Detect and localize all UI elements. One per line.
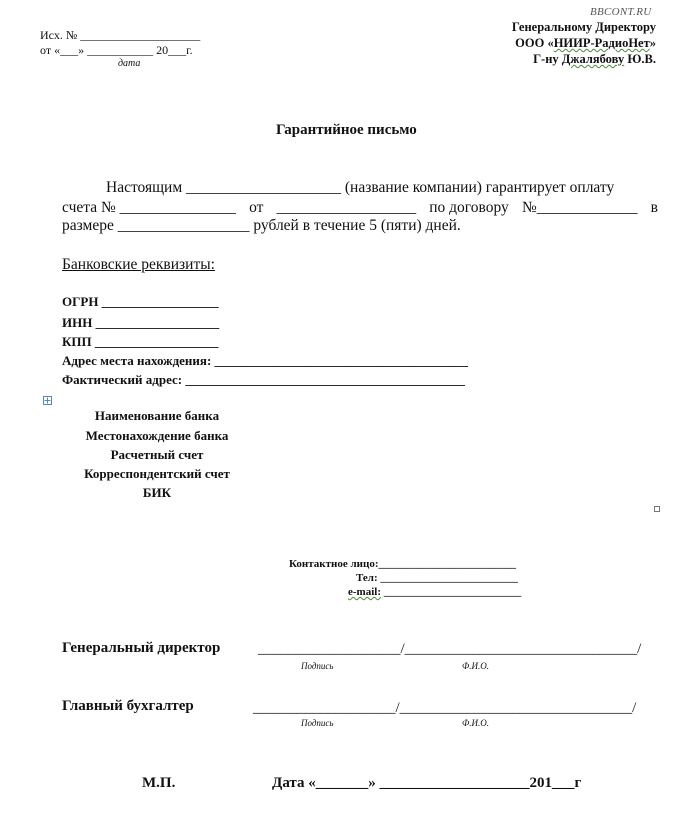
director-name-caption: Ф.И.О. (462, 661, 489, 671)
footer-date-line: Дата «_______» ____________________201___г (272, 775, 582, 791)
accountant-signature-caption: Подпись (301, 718, 334, 728)
contact-phone-row: Тел: _________________________ (356, 572, 518, 584)
requisite-legal-address: Адрес места нахождения: _______________________________________ (62, 353, 469, 368)
body-line-2: счета № _______________ от __________________ по договору №_____________ в (62, 199, 658, 216)
outgoing-number-line: Исх. № ____________________ (40, 28, 201, 42)
table-resize-handle[interactable] (654, 506, 660, 512)
requisite-ogrn: ОГРН __________________ (62, 294, 219, 309)
director-signature-line: ___________________/_______________________________/ (258, 641, 642, 657)
accountant-signature-line: ___________________/_______________________________/ (253, 700, 637, 716)
contact-person-row: Контактное лицо:_________________________ (289, 558, 517, 570)
page-title: Гарантийное письмо (276, 122, 417, 138)
date-caption: дата (118, 58, 141, 69)
director-signature-caption: Подпись (301, 661, 334, 671)
requisite-kpp: КПП ___________________ (62, 334, 219, 349)
settlement-account-row: Расчетный счет (110, 447, 204, 462)
accountant-label: Главный бухгалтер (62, 698, 194, 714)
date-line: от «___» ___________ 20___г. (40, 43, 193, 57)
body-line-3: размере _________________ рублей в течение 5 (пяти) дней. (62, 217, 461, 234)
bank-name-row: Наименование банка (94, 408, 220, 423)
accountant-name-caption: Ф.И.О. (462, 718, 489, 728)
recipient-company: ООО «НИИР-РадиоНет» (515, 36, 656, 50)
bank-details-heading: Банковские реквизиты: (62, 256, 215, 273)
correspondent-account-row: Корреспондентский счет (84, 466, 230, 481)
stamp-place: М.П. (142, 775, 176, 791)
watermark: BBCONT.RU (590, 6, 652, 18)
table-move-handle-icon[interactable] (43, 396, 52, 405)
bank-location-row: Местонахождение банка (85, 428, 229, 443)
requisite-actual-address: Фактический адрес: ___________________________________________ (62, 372, 465, 387)
body-line-1: Настоящим ____________________ (название компании) гарантирует оплату (106, 179, 615, 196)
requisite-inn: ИНН ___________________ (62, 315, 220, 330)
recipient-name: Г-ну Джалябову Ю.В. (533, 52, 656, 66)
contact-email-row: e-mail: _________________________ (348, 586, 522, 598)
bik-row: БИК (142, 485, 172, 500)
director-label: Генеральный директор (62, 640, 221, 656)
recipient-title: Генеральному Директору (511, 20, 656, 34)
